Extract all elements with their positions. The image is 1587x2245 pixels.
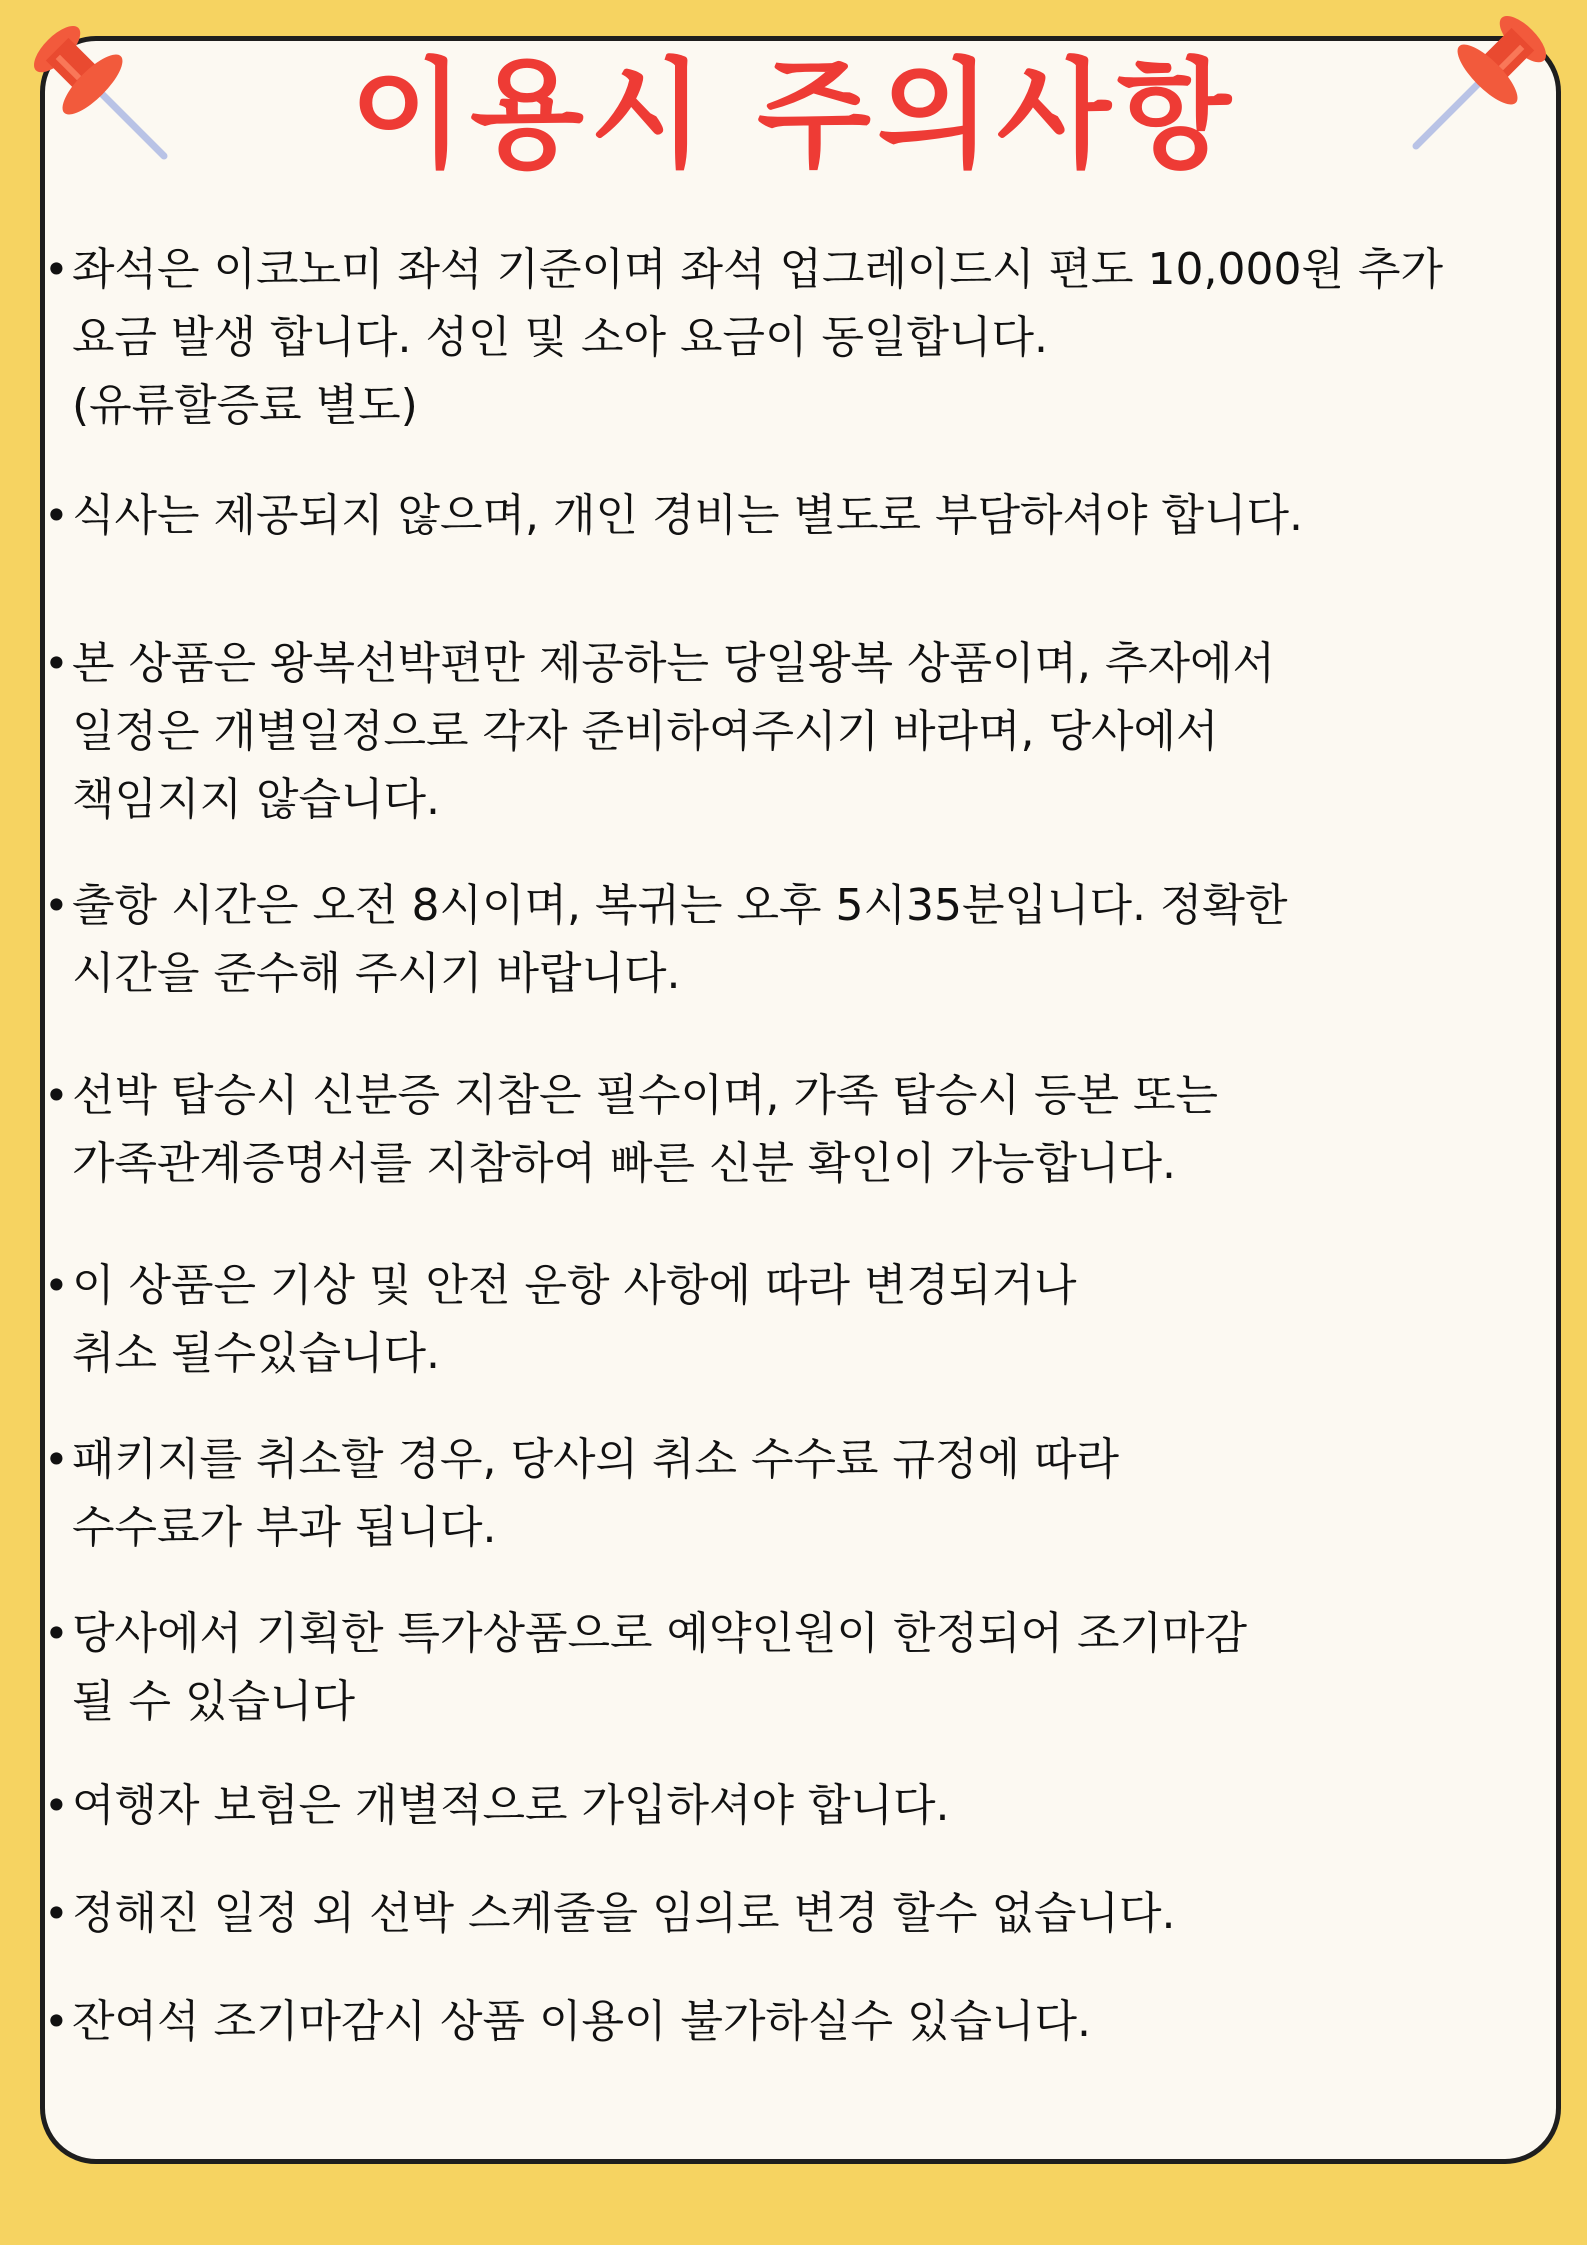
- notice-text: 가족관계증명서를 지참하여 빠른 신분 확인이 가능합니다.: [72, 1138, 1177, 1189]
- notice-text: 선박 탑승시 신분증 지참은 필수이며, 가족 탑승시 등본 또는: [72, 1070, 1218, 1121]
- notice-text: 수수료가 부과 됩니다.: [72, 1502, 497, 1553]
- bullet: •: [44, 639, 69, 688]
- notice-text: 식사는 제공되지 않으며, 개인 경비는 별도로 부담하셔야 합니다.: [72, 490, 1303, 541]
- notice-text: 될 수 있습니다: [72, 1676, 355, 1727]
- notice-text: 요금 발생 합니다. 성인 및 소아 요금이 동일합니다.: [72, 312, 1048, 363]
- notice-text: 취소 될수있습니다.: [72, 1328, 441, 1379]
- bullet: •: [44, 491, 69, 540]
- notice-text: 출항 시간은 오전 8시이며, 복귀는 오후 5시35분입니다. 정확한: [72, 880, 1288, 931]
- bullet: •: [44, 1997, 69, 2046]
- bullet: •: [44, 881, 69, 930]
- bullet: •: [44, 1609, 69, 1658]
- bullet: •: [44, 245, 69, 294]
- notice-text: 잔여석 조기마감시 상품 이용이 불가하실수 있습니다.: [72, 1996, 1092, 2047]
- notice-text: 여행자 보험은 개별적으로 가입하셔야 합니다.: [72, 1780, 950, 1831]
- bullet: •: [44, 1781, 69, 1830]
- bullet: •: [44, 1889, 69, 1938]
- notice-text: 책임지지 않습니다.: [72, 774, 441, 825]
- notice-text: (유류할증료 별도): [72, 380, 418, 431]
- notice-text: 좌석은 이코노미 좌석 기준이며 좌석 업그레이드시 편도 10,000원 추가: [72, 244, 1443, 295]
- notice-text: 이 상품은 기상 및 안전 운항 사항에 따라 변경되거나: [72, 1260, 1077, 1311]
- bullet: •: [44, 1261, 69, 1310]
- notice-text: 시간을 준수해 주시기 바랍니다.: [72, 948, 681, 999]
- bullet: •: [44, 1435, 69, 1484]
- page-title: 이용시 주의사항: [350, 46, 1237, 184]
- bullet: •: [44, 1071, 69, 1120]
- notice-text: 패키지를 취소할 경우, 당사의 취소 수수료 규정에 따라: [72, 1434, 1119, 1485]
- notice-text: 정해진 일정 외 선박 스케줄을 임의로 변경 할수 없습니다.: [72, 1888, 1176, 1939]
- notice-text: 당사에서 기획한 특가상품으로 예약인원이 한정되어 조기마감: [72, 1608, 1248, 1659]
- notice-text: 일정은 개별일정으로 각자 준비하여주시기 바라며, 당사에서: [72, 706, 1219, 757]
- notice-text: 본 상품은 왕복선박편만 제공하는 당일왕복 상품이며, 추자에서: [72, 638, 1276, 689]
